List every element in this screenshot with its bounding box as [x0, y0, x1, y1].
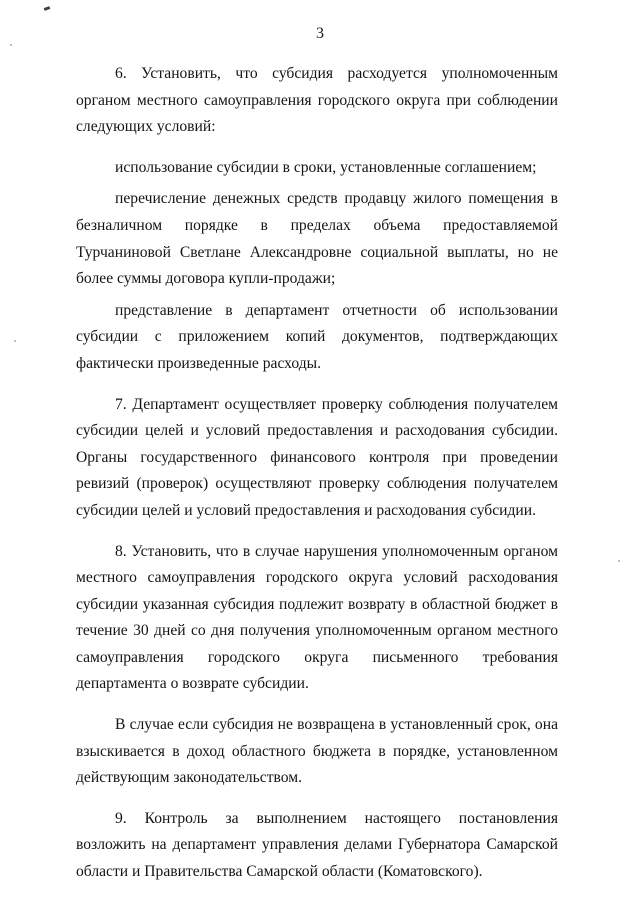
paragraph-8-refund: 8. Установить, что в случае нарушения уполномоченным органом местного самоуправления городского округа условий расходования субсидии указанная субсидия подлежит возврату в областной бюджет в течение 30 дней со дня получения уполномоченным органом местного самоуправления городского округа письменного требования департамента о возврате субсидии. — [76, 542, 558, 693]
scan-speck — [14, 340, 16, 342]
page-number: 3 — [316, 25, 324, 42]
paragraph-refund-recovery: В случае если субсидия не возвращена в установленный срок, она взыскивается в доход областного бюджета в порядке, установленном действующим законодательством. — [76, 716, 558, 787]
paragraph-6-conditions: 6. Установить, что субсидия расходуется уполномоченным органом местного самоуправления городского округа при соблюдении следующих условий: — [76, 65, 558, 136]
paragraph-9-supervision: 9. Контроль за выполнением настоящего постановления возложить на департамент управления делами Губернатора Самарской области и Правительства Самарской области (Коматовского). — [76, 809, 558, 881]
scan-speck — [618, 560, 620, 562]
scan-artifact — [44, 6, 51, 11]
condition-usage-terms: использование субсидии в сроки, установленные соглашением; — [115, 158, 537, 176]
paragraph-7-control: 7. Департамент осуществляет проверку соблюдения получателем субсидии целей и условий предоставления и расходования субсидии. Органы государственного финансового контроля при проведении ревизий (проверок) осуществляют проверку соблюдения получателем субсидии целей и условий предоставления и расходования субсидии. — [76, 395, 558, 519]
condition-transfer-funds: перечисление денежных средств продавцу жилого помещения в безналичном порядке в пределах объема предоставляемой Турчаниновой Светлане Александровне социальной выплаты, но не более суммы договора купли-продажи; — [76, 190, 558, 288]
condition-reporting: представление в департамент отчетности об использовании субсидии с приложением копий документов, подтверждающих фактически произведенные расходы. — [76, 301, 558, 372]
scan-speck — [10, 44, 12, 46]
document-body — [76, 61, 558, 891]
